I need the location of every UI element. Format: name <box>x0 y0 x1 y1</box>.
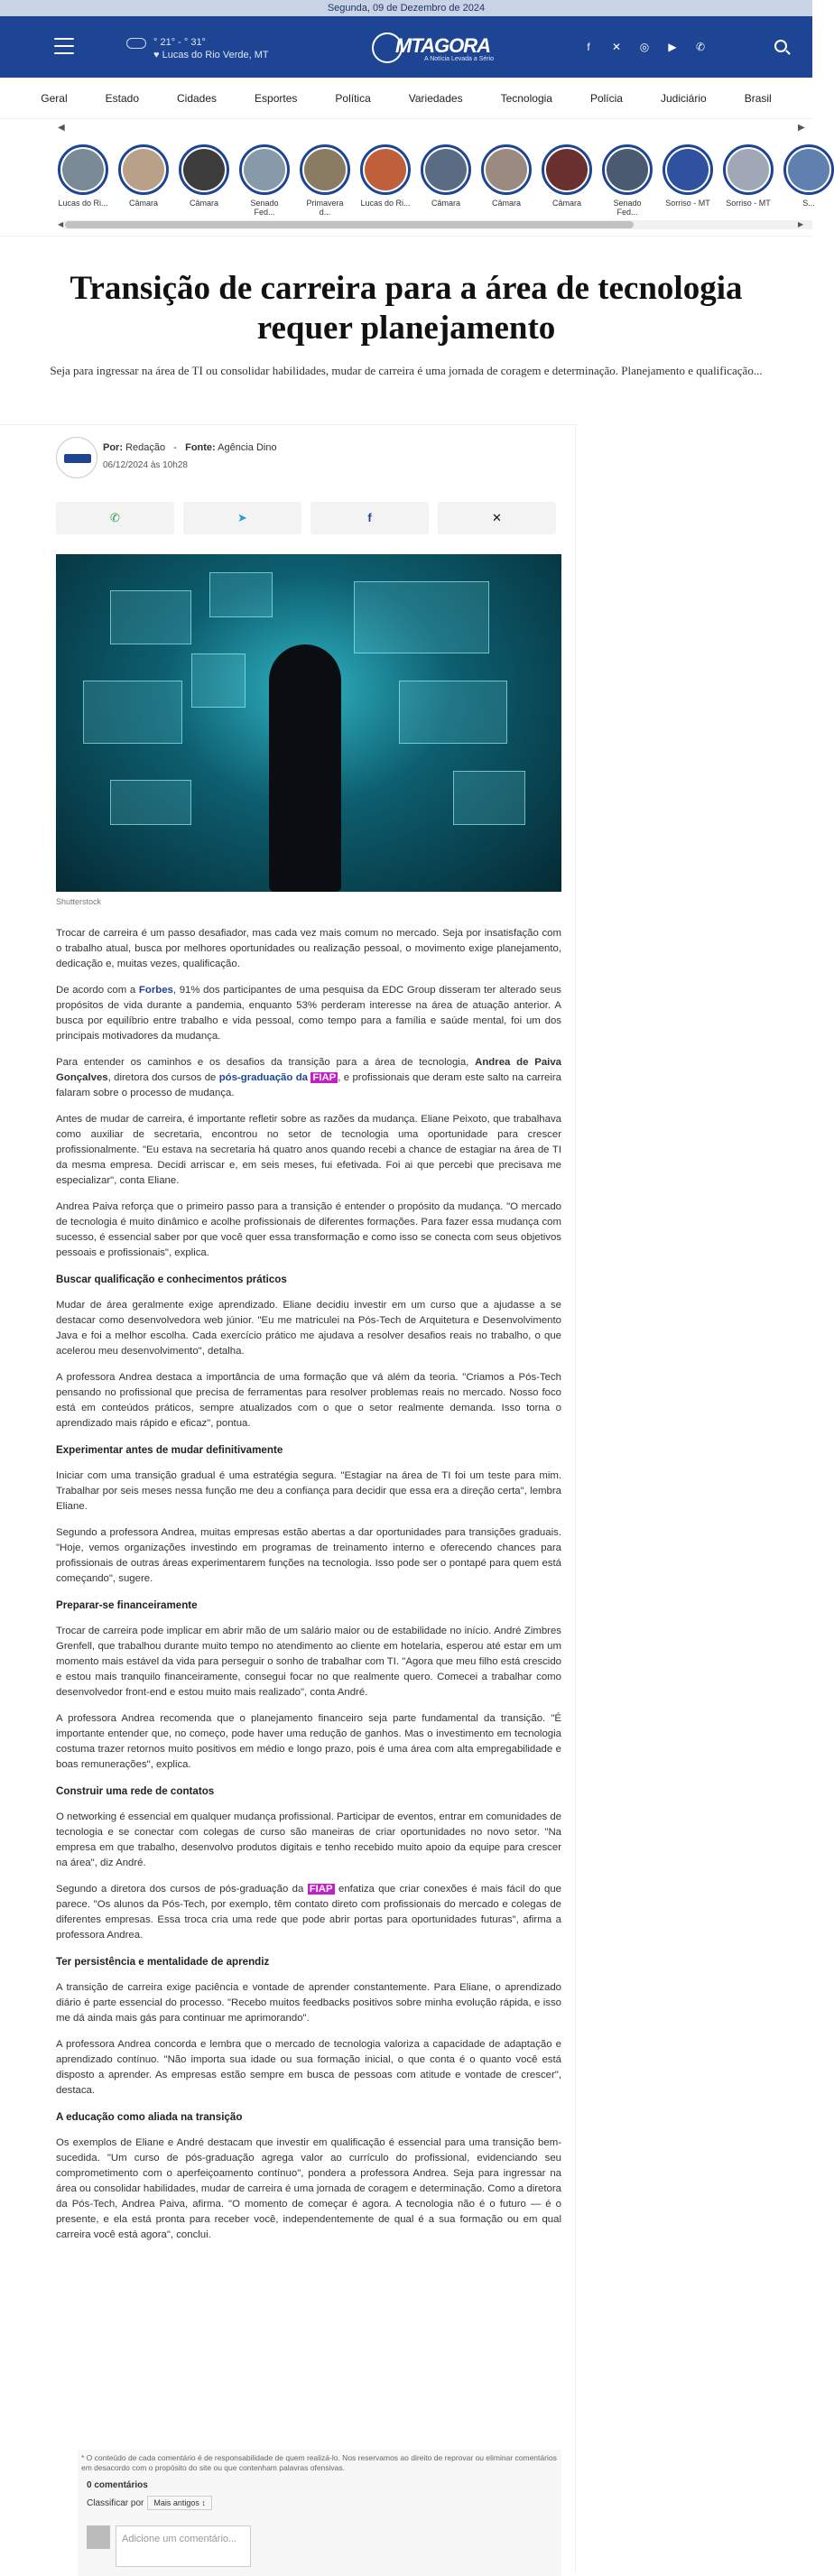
comments-note: * O conteúdo de cada comentário é de responsabilidade de quem realizá-lo. Nos reservamos ao direito de reprovar ou eliminar comentários em desacordo com o propósito do site ou que contenham palavras ofensivas. <box>81 2453 557 2472</box>
search-icon[interactable] <box>774 40 787 52</box>
story-label: Câmara <box>491 199 521 208</box>
article-body <box>56 926 561 2254</box>
facebook-icon[interactable]: f <box>587 41 590 53</box>
share-x-button[interactable] <box>438 502 556 534</box>
paragraph: Andrea Paiva reforça que o primeiro passo para a transição é entender o propósito da mudança. "O mercado de tecnologia é muito dinâmico e acolhe profissionais de diferentes formações. Para fazer essa mudança com sucesso, é essencial saber por que você quer essa transformação e como isso se conecta com seus objetivos pessoais e profissionais", explica. <box>56 1201 561 1258</box>
author-label: Por: <box>103 442 123 453</box>
instagram-icon[interactable]: ◎ <box>639 41 650 53</box>
story-label: Câmara <box>431 199 460 208</box>
story-label: Primavera d... <box>306 199 344 217</box>
story-thumbnail <box>481 144 532 195</box>
section-heading: Buscar qualificação e conhecimentos práticos <box>56 1274 287 1285</box>
story-label: Sorriso - MT <box>665 199 710 208</box>
paragraph: Segundo a diretora dos cursos de pós-graduação da FIAP enfatiza que criar conexões é mais fácil do que parece. "Os alunos da Pós-Tech, por exemplo, têm contato direto com profissionais do mercado e colegas de diferentes empresas. Essa troca cria uma rede que pode abrir portas para oportunidades futuras", afirma a professora Andrea. <box>56 1884 561 1941</box>
woman-silhouette <box>269 644 341 892</box>
story-thumbnail <box>300 144 350 195</box>
site-header <box>0 16 812 78</box>
comment-input[interactable]: Adicione um comentário... <box>116 2525 251 2567</box>
story-item[interactable] <box>542 144 592 217</box>
column-divider <box>575 424 576 2572</box>
section-heading: A educação como aliada na transição <box>56 2111 243 2123</box>
story-item[interactable] <box>179 144 229 217</box>
paragraph: A professora Andrea concorda e lembra que o mercado de tecnologia valoriza a capacidade de adaptação e aprendizado contínuo. "Não importa sua idade ou sua formação inicial, o que conta é o quanto você está disposto a aprender. As empresas estão sempre em busca de pessoas com atitude e vontade de crescer", destaca. <box>56 2039 561 2096</box>
story-label: Lucas do Ri... <box>58 199 108 208</box>
story-item[interactable] <box>663 144 713 217</box>
paragraph: De acordo com a Forbes, 91% dos participantes de uma pesquisa da EDC Group disseram ter alterado seus propósitos de vida durante a pandemia, enquanto 53% perderam interesse na área de atuação anterior. A busca por equilíbrio entre trabalho e vida pessoal, como tempo para a família e saúde mental, foi um dos principais motivadores da mudança. <box>56 985 561 1042</box>
paragraph: A professora Andrea recomenda que o planejamento financeiro seja parte fundamental da transição. "É importante entender que, no começo, pode haver uma redução de ganhos. Mas o investimento em tecnologia costuma trazer retornos muito positivos em médio e longo prazo, pois é uma área com alta empregabilidade e boas remunerações", explica. <box>56 1713 561 1770</box>
section-heading: Experimentar antes de mudar definitivamente <box>56 1444 283 1456</box>
telegram-icon: ➤ <box>237 511 247 524</box>
author-avatar <box>56 437 97 478</box>
comments-count: 0 comentários <box>87 2480 148 2490</box>
weather-location: ♥ Lucas do Rio Verde, MT <box>153 50 269 60</box>
story-label: Câmara <box>551 199 581 208</box>
article-title: Transição de carreira para a área de tecnologia requer planejamento <box>70 270 743 347</box>
main-nav <box>0 78 812 119</box>
fiap-highlight[interactable]: FIAP <box>309 1884 333 1895</box>
chevron-left-icon[interactable]: ◀ <box>58 123 65 133</box>
nav-item[interactable]: Esportes <box>255 91 298 105</box>
story-item[interactable] <box>421 144 471 217</box>
nav-item[interactable]: Judiciário <box>660 91 707 105</box>
nav-item[interactable]: Brasil <box>744 91 772 105</box>
comments-section <box>78 2450 561 2576</box>
story-label: Câmara <box>189 199 218 208</box>
site-logo[interactable] <box>372 31 495 63</box>
story-item[interactable] <box>783 144 834 217</box>
story-label: Sorriso - MT <box>726 199 771 208</box>
story-thumbnail <box>118 144 169 195</box>
scroll-left-icon[interactable]: ◀ <box>58 220 64 228</box>
menu-icon[interactable] <box>54 38 74 54</box>
section-heading: Ter persistência e mentalidade de aprendiz <box>56 1956 270 1968</box>
story-thumbnail <box>542 144 592 195</box>
weather-widget <box>126 36 269 61</box>
sort-label: Classificar por <box>87 2498 144 2508</box>
chevron-right-icon[interactable]: ▶ <box>798 123 805 133</box>
share-bar <box>56 502 556 534</box>
scroll-right-icon[interactable]: ▶ <box>798 220 804 228</box>
weather-temps: ° 21° - ° 31° <box>153 37 206 48</box>
paragraph: Antes de mudar de carreira, é importante refletir sobre as razões da mudança. Eliane Peixoto, que trabalhava como auxiliar de secretaria, encontrou no setor de tecnologia uma oportunidade para crescer profissionalmente. "Eu estava na secretaria há quatro anos quando recebi a chance de estagiar na área de TI da mesma empresa. Decidi arriscar e, em seis meses, fui efetivada. Foi ai que percebi que precisava me especializar", conta Eliane. <box>56 1114 561 1186</box>
source-name: Agência Dino <box>218 442 277 453</box>
x-icon: ✕ <box>492 511 502 524</box>
story-thumbnail <box>602 144 653 195</box>
youtube-icon[interactable]: ▶ <box>668 41 677 53</box>
paragraph: Mudar de área geralmente exige aprendizado. Eliane decidiu investir em um curso que a ajudasse a se destacar como desenvolvedora web júnior. "Eu me matriculei na Pós-Tech de Arquitetura e Desenvolvimento Java e foi a melhor escolha. Cada exercício prático me ajudava a resolver desafios reais no trabalho, o que acelerou meu desenvolvimento", detalha. <box>56 1300 561 1357</box>
story-thumbnail <box>723 144 774 195</box>
story-thumbnail <box>179 144 229 195</box>
nav-item[interactable]: Política <box>335 91 371 105</box>
section-heading: Preparar-se financeiramente <box>56 1599 198 1611</box>
paragraph: Segundo a professora Andrea, muitas empresas estão abertas a dar oportunidades para transições graduais. "Hoje, vemos organizações investindo em programas de treinamento interno e oferecendo chances para profissionais de outras áreas experimentarem funções na tecnologia. Isso pode ser o pontapé para quem está começando", sugere. <box>56 1527 561 1584</box>
story-label: Câmara <box>128 199 158 208</box>
logo-tagline: A Notícia Levada a Sério <box>424 56 495 62</box>
source-label: Fonte: <box>185 442 216 453</box>
share-whatsapp-button[interactable] <box>56 502 174 534</box>
story-item[interactable] <box>58 144 108 217</box>
author-name: Redação <box>125 442 166 453</box>
story-label: S... <box>802 199 815 208</box>
stories-scrollbar[interactable] <box>63 220 812 229</box>
logo-text: MTAGORA <box>395 34 491 57</box>
paragraph: A transição de carreira exige paciência e vontade de aprender constantemente. Para Eliane, o aprendizado diário é parte essencial do processo. "Recebo muitos feedbacks positivos sobre minha evolução rápida, e isso me dá ainda mais gás para continuar me aprimorando". <box>56 1982 561 2024</box>
paragraph: O networking é essencial em qualquer mudança profissional. Participar de eventos, entrar em comunidades de tecnologia e se conectar com colegas de curso são maneiras de criar oportunidades no novo setor. "Na empresa em que trabalho, desenvolvo produtos digitais e tenho recebido muito apoio da equipe para crescer na área", diz André. <box>56 1812 561 1868</box>
stories-carousel <box>0 119 815 236</box>
whatsapp-icon: ✆ <box>110 511 120 524</box>
article-subtitle: Seja para ingressar na área de TI ou consolidar habilidades, mudar de carreira é uma jornada de coragem e determinação. Planejamento e qualificação... <box>50 364 763 377</box>
image-caption: Shutterstock <box>56 897 102 906</box>
paragraph: Trocar de carreira pode implicar em abrir mão de um salário maior ou de estabilidade no início. André Zimbres Grenfell, que trabalhou durante muito tempo no atendimento ao cliente em hotelaria, esperou até estar em um momento mais estável da vida para perseguir o sonho de trabalhar com TI. "Agora que meu filho está crescido e estou mais tranquilo financeiramente, consegui focar no que realmente quero. Comecei a trabalhar como desenvolvedor front-end e estou muito mais realizado", conta André. <box>56 1626 561 1698</box>
paragraph: Trocar de carreira é um passo desafiador, mas cada vez mais comum no mercado. Seja por insatisfação com o trabalho atual, busca por melhores oportunidades ou realização pessoal, o movimento exige planejamento, dedicação e, muitas vezes, qualificação. <box>56 928 561 969</box>
article-image <box>56 554 561 892</box>
paragraph: Os exemplos de Eliane e André destacam que investir em qualificação é essencial para uma transição bem-sucedida. "Um curso de pós-graduação agrega valor ao currículo do profissional, evidenciando seu comprometimento com o aperfeiçoamento contínuo", pondera a professora Andrea. Seja para ingressar na área ou consolidar habilidades, mudar de carreira é uma jornada de coragem e determinação. Como a diretora da Pós-Tech, Andrea Paiva, afirma. "O momento de começar é agora. A tecnologia não é o futuro — é o presente, e ela está pronta para receber você, independentemente de qual é a sua formação ou em qual carreira você está agora", conclui. <box>56 2137 561 2240</box>
share-telegram-button[interactable] <box>183 502 301 534</box>
story-label: Senado Fed... <box>613 199 642 217</box>
story-item[interactable] <box>360 144 411 217</box>
nav-item[interactable]: Polícia <box>589 91 623 105</box>
story-thumbnail <box>58 144 108 195</box>
pos-graduacao-link[interactable]: pós-graduação da <box>218 1072 311 1083</box>
sort-select[interactable]: Mais antigos ↕ <box>147 2496 212 2510</box>
divider <box>0 424 578 425</box>
facebook-icon: f <box>367 511 372 524</box>
cloud-icon <box>126 38 146 49</box>
story-label: Lucas do Ri... <box>360 199 411 208</box>
story-item[interactable] <box>481 144 532 217</box>
current-date: Segunda, 09 de Dezembro de 2024 <box>327 3 486 14</box>
paragraph: A professora Andrea destaca a importância de uma formação que vá além da teoria. "Criamos a Pós-Tech pensando no profissional que precisa de ferramentas para resolver problemas reais no mercado. Nosso foco está em conteúdos práticos, sempre atualizados com o que o setor realmente demanda. Isso torna o aprendizado mais rápido e eficaz", pontua. <box>56 1372 561 1429</box>
nav-item[interactable]: Cidades <box>177 91 218 105</box>
story-thumbnail <box>360 144 411 195</box>
paragraph: Iniciar com uma transição gradual é uma estratégia segura. "Estagiar na área de TI foi um teste para mim. Trabalhar por seis meses nessa função me deu a confiança para decidir que essa era a direção certa", lembra Eliane. <box>56 1470 561 1512</box>
story-item[interactable] <box>118 144 169 217</box>
share-facebook-button[interactable] <box>310 502 429 534</box>
social-links <box>582 41 707 53</box>
nav-item[interactable]: Estado <box>105 91 139 105</box>
top-date-bar <box>0 0 812 16</box>
scrollbar-thumb[interactable] <box>65 221 634 228</box>
publish-date: 06/12/2024 às 10h28 <box>103 460 188 470</box>
story-thumbnail <box>783 144 834 195</box>
user-avatar-placeholder <box>87 2525 110 2549</box>
whatsapp-icon[interactable]: ✆ <box>695 41 706 53</box>
paragraph: Para entender os caminhos e os desafios da transição para a área de tecnologia, Andrea de Paiva Gonçalves, diretora dos cursos de pós-graduação da FIAP , e profissionais que deram este salto na carreira falaram sobre o processo de mudança. <box>56 1057 561 1098</box>
nav-item[interactable]: Variedades <box>408 91 463 105</box>
article-header <box>0 236 812 379</box>
story-item[interactable] <box>239 144 290 217</box>
section-heading: Construir uma rede de contatos <box>56 1785 215 1797</box>
forbes-link[interactable]: Forbes <box>138 985 173 996</box>
story-label: Senado Fed... <box>250 199 279 217</box>
x-icon[interactable]: ✕ <box>611 41 622 53</box>
nav-item[interactable]: Geral <box>41 91 68 105</box>
story-item[interactable] <box>723 144 774 217</box>
story-item[interactable] <box>602 144 653 217</box>
story-thumbnail <box>239 144 290 195</box>
story-thumbnail <box>663 144 713 195</box>
story-item[interactable] <box>300 144 350 217</box>
fiap-highlight[interactable]: FIAP <box>312 1072 337 1083</box>
story-thumbnail <box>421 144 471 195</box>
nav-item[interactable]: Tecnologia <box>500 91 552 105</box>
